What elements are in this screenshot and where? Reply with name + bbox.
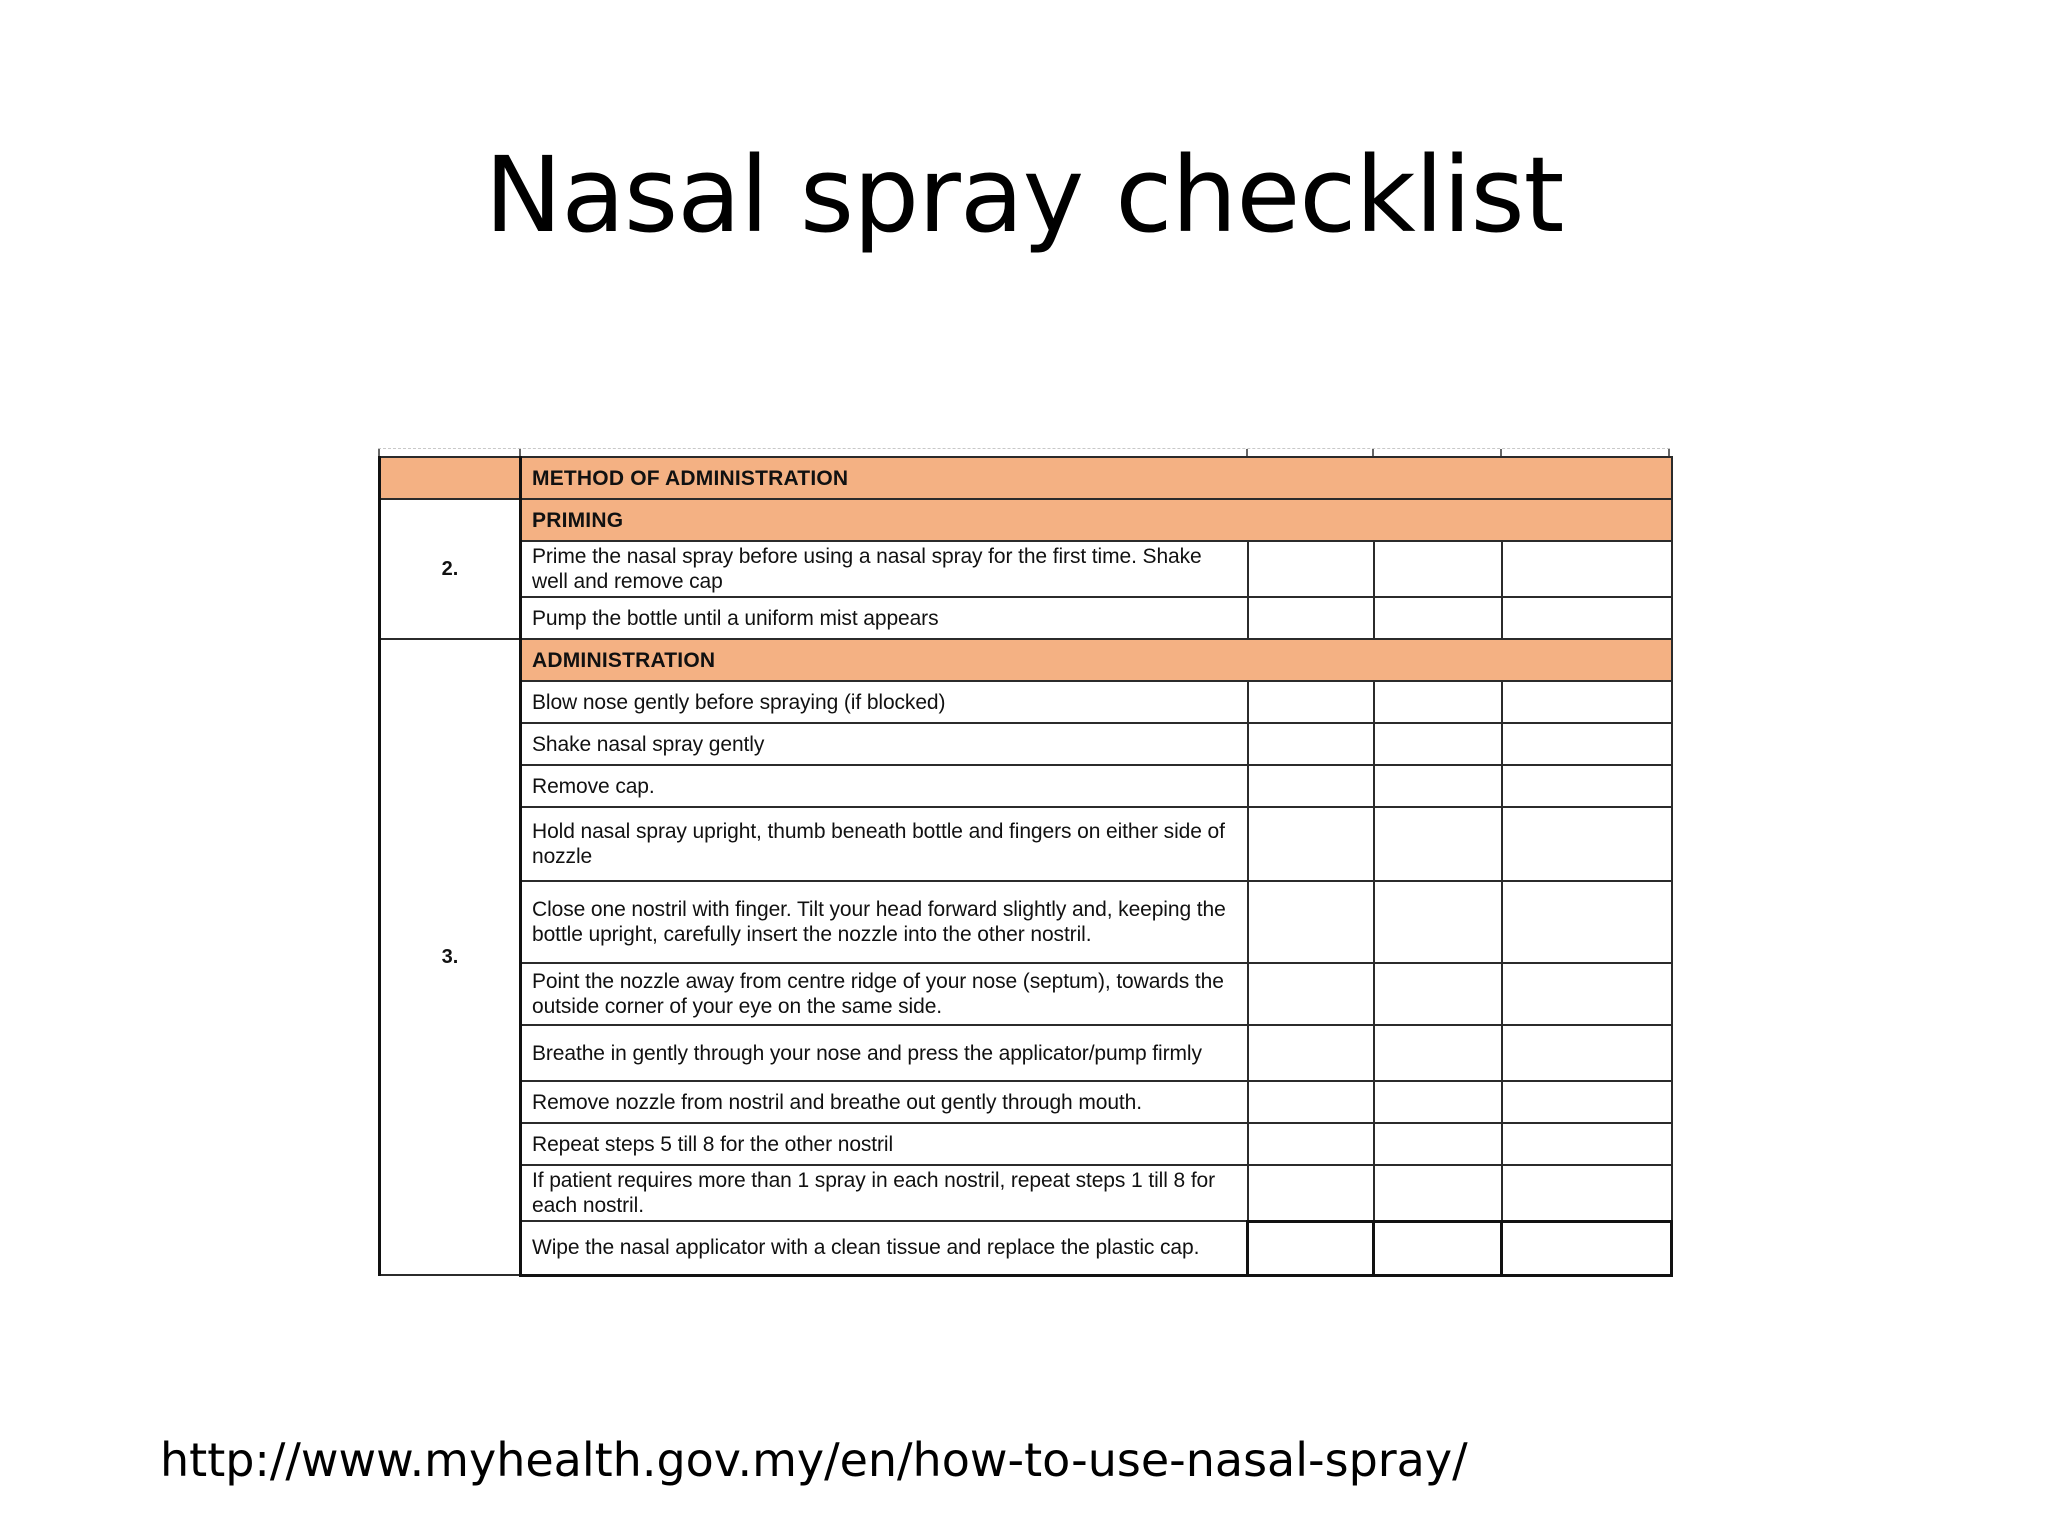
check-cell[interactable] (1374, 1025, 1502, 1081)
check-cell[interactable] (1248, 1123, 1374, 1165)
table-row (380, 1025, 1672, 1081)
check-cell[interactable] (1502, 881, 1672, 963)
priming-heading: PRIMING (521, 499, 1672, 541)
table-row (380, 881, 1672, 963)
check-cell[interactable] (1502, 723, 1672, 765)
check-cell[interactable] (1248, 541, 1374, 597)
table-row (380, 681, 1672, 723)
check-cell[interactable] (1248, 1025, 1374, 1081)
step-text: Point the nozzle away from centre ridge of your nose (septum), towards the outside corner of your eye on the same side. (521, 963, 1248, 1025)
check-cell[interactable] (1502, 1165, 1672, 1221)
step-text: Hold nasal spray upright, thumb beneath bottle and fingers on either side of nozzle (521, 807, 1248, 881)
step-text: Shake nasal spray gently (521, 723, 1248, 765)
checklist-table (378, 456, 1673, 1277)
table-row (380, 541, 1672, 597)
check-cell[interactable] (1374, 541, 1502, 597)
check-cell[interactable] (1374, 881, 1502, 963)
step-text: Remove cap. (521, 765, 1248, 807)
check-cell[interactable] (1502, 963, 1672, 1025)
table-row (380, 723, 1672, 765)
check-cell[interactable] (1374, 1221, 1502, 1275)
administration-heading: ADMINISTRATION (521, 639, 1672, 681)
table-row (380, 597, 1672, 639)
check-cell[interactable] (1502, 765, 1672, 807)
table-row (380, 765, 1672, 807)
check-cell[interactable] (1248, 1165, 1374, 1221)
check-cell[interactable] (1374, 597, 1502, 639)
step-text: If patient requires more than 1 spray in each nostril, repeat steps 1 till 8 for each nostril. (521, 1165, 1248, 1221)
check-cell[interactable] (1248, 723, 1374, 765)
check-cell[interactable] (1248, 681, 1374, 723)
step-text: Breathe in gently through your nose and press the applicator/pump firmly (521, 1025, 1248, 1081)
check-cell[interactable] (1374, 723, 1502, 765)
step-text: Blow nose gently before spraying (if blocked) (521, 681, 1248, 723)
check-cell[interactable] (1248, 1081, 1374, 1123)
check-cell[interactable] (1502, 541, 1672, 597)
checklist-image (378, 448, 1670, 1278)
check-cell[interactable] (1502, 597, 1672, 639)
administration-heading-row (380, 639, 1672, 681)
table-row (380, 1221, 1672, 1275)
step-text: Close one nostril with finger. Tilt your head forward slightly and, keeping the bottle upright, carefully insert the nozzle into the other nostril. (521, 881, 1248, 963)
priming-heading-row (380, 499, 1672, 541)
check-cell[interactable] (1502, 681, 1672, 723)
check-cell[interactable] (1502, 1221, 1672, 1275)
step-text: Repeat steps 5 till 8 for the other nostril (521, 1123, 1248, 1165)
check-cell[interactable] (1248, 963, 1374, 1025)
table-row (380, 1165, 1672, 1221)
table-row (380, 807, 1672, 881)
step-text: Pump the bottle until a uniform mist appears (521, 597, 1248, 639)
check-cell[interactable] (1248, 597, 1374, 639)
check-cell[interactable] (1374, 1123, 1502, 1165)
check-cell[interactable] (1502, 807, 1672, 881)
check-cell[interactable] (1502, 1081, 1672, 1123)
method-heading-row (380, 457, 1672, 499)
check-cell[interactable] (1374, 807, 1502, 881)
check-cell[interactable] (1374, 681, 1502, 723)
table-row (380, 1081, 1672, 1123)
step-text: Wipe the nasal applicator with a clean tissue and replace the plastic cap. (521, 1221, 1248, 1275)
check-cell[interactable] (1248, 765, 1374, 807)
check-cell[interactable] (1502, 1123, 1672, 1165)
check-cell[interactable] (1248, 1221, 1374, 1275)
slide-title: Nasal spray checklist (484, 134, 1564, 256)
table-row (380, 963, 1672, 1025)
priming-step-number: 2. (380, 499, 521, 639)
check-cell[interactable] (1374, 1165, 1502, 1221)
check-cell[interactable] (1374, 963, 1502, 1025)
method-number-cell (380, 457, 521, 499)
source-url: http://www.myhealth.gov.my/en/how-to-use-nasal-spray/ (160, 1433, 1468, 1487)
check-cell[interactable] (1248, 881, 1374, 963)
check-cell[interactable] (1374, 1081, 1502, 1123)
check-cell[interactable] (1248, 807, 1374, 881)
step-text: Remove nozzle from nostril and breathe out gently through mouth. (521, 1081, 1248, 1123)
method-heading: METHOD OF ADMINISTRATION (521, 457, 1672, 499)
table-row (380, 1123, 1672, 1165)
administration-step-number: 3. (380, 639, 521, 1275)
step-text: Prime the nasal spray before using a nasal spray for the first time. Shake well and remove cap (521, 541, 1248, 597)
check-cell[interactable] (1374, 765, 1502, 807)
check-cell[interactable] (1502, 1025, 1672, 1081)
